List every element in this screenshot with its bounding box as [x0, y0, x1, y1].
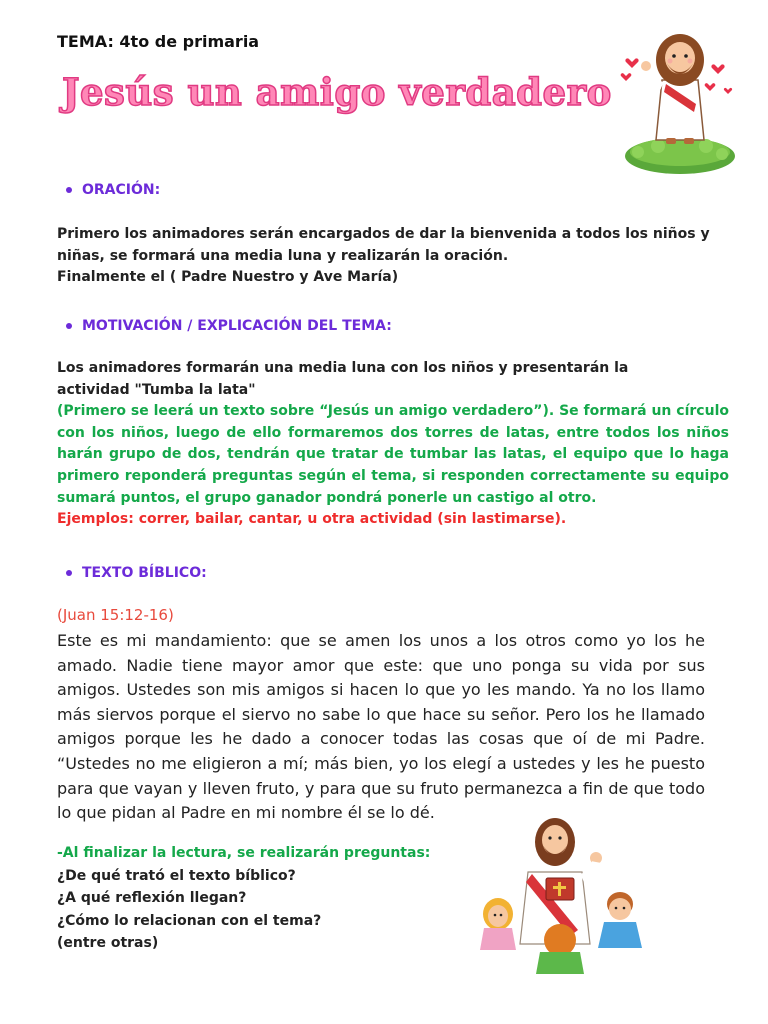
bible-text: Este es mi mandamiento: que se amen los unos a los otros como yo los he amado. Nadie tiene mayor amor que este: que uno ponga su vida por sus amigos. Ustedes son mis amigos si hacen lo que yo les mando. Ya no los llamo más siervos porque el siervo no sabe lo que hace su señor. Pero los he llamado amigos porque les he dado a conocer todas las cosas que oí de mi Padre. “Ustedes no me eligieron a mí; más bien, yo los elegí a ustedes y les he puesto para que vayan y lleven fruto, y para que su fruto permanezca a fin de que todo lo que pidan al Padre en mi nombre él se lo dé.	[57, 631, 705, 823]
section-oracion-heading	[66, 182, 160, 198]
bullet-icon	[66, 187, 72, 193]
section-title: TEXTO BÍBLICO:	[82, 565, 207, 581]
activity-description: (Primero se leerá un texto sobre “Jesús un amigo verdadero”). Se formará un círculo con los niños, luego de ello formaremos dos torres de latas, entre todos los niños harán grupo de dos, tendrán que tratar de tumbar las latas, el equipo que lo haga primero reponderá preguntas según el tema, si responden correctamente su equipo sumará puntos, el grupo ganador pondrá ponerle un castigo al otro.	[57, 403, 729, 506]
oracion-paragraph	[57, 224, 729, 289]
question-item: ¿Cómo lo relacionan con el tema?	[57, 912, 322, 929]
section-title: ORACIÓN:	[82, 182, 161, 198]
text-line: Primero los animadores serán encargados de dar la bienvenida a todos los niños y	[57, 226, 710, 242]
bullet-icon	[66, 570, 72, 576]
page-title: Jesús un amigo verdadero	[62, 70, 612, 114]
text-line: Los animadores formarán una media luna con los niños y presentarán la	[57, 360, 629, 376]
jesus-children-illustration	[470, 812, 654, 976]
questions-block	[57, 842, 477, 955]
text-line: Finalmente el ( Padre Nuestro y Ave María)	[57, 269, 399, 286]
bible-reference: (Juan 15:12-16)	[57, 606, 174, 624]
topic-label: TEMA: 4to de primaria	[57, 32, 260, 51]
motivacion-paragraph	[57, 358, 729, 531]
question-item: ¿De qué trató el texto bíblico?	[57, 867, 296, 884]
bullet-icon	[66, 323, 72, 329]
text-line: niñas, se formará una media luna y realizarán la oración.	[57, 247, 509, 264]
jesus-illustration	[618, 28, 736, 176]
section-texto-biblico-heading	[66, 565, 207, 581]
questions-intro: -Al finalizar la lectura, se realizarán preguntas:	[57, 845, 431, 861]
question-item: (entre otras)	[57, 935, 159, 951]
text-line: actividad "Tumba la lata"	[57, 381, 256, 398]
question-item: ¿A qué reflexión llegan?	[57, 890, 247, 906]
activity-examples: Ejemplos: correr, bailar, cantar, u otra actividad (sin lastimarse).	[57, 511, 567, 528]
section-motivacion-heading	[66, 318, 392, 334]
section-title: MOTIVACIÓN / EXPLICACIÓN DEL TEMA:	[82, 318, 392, 334]
